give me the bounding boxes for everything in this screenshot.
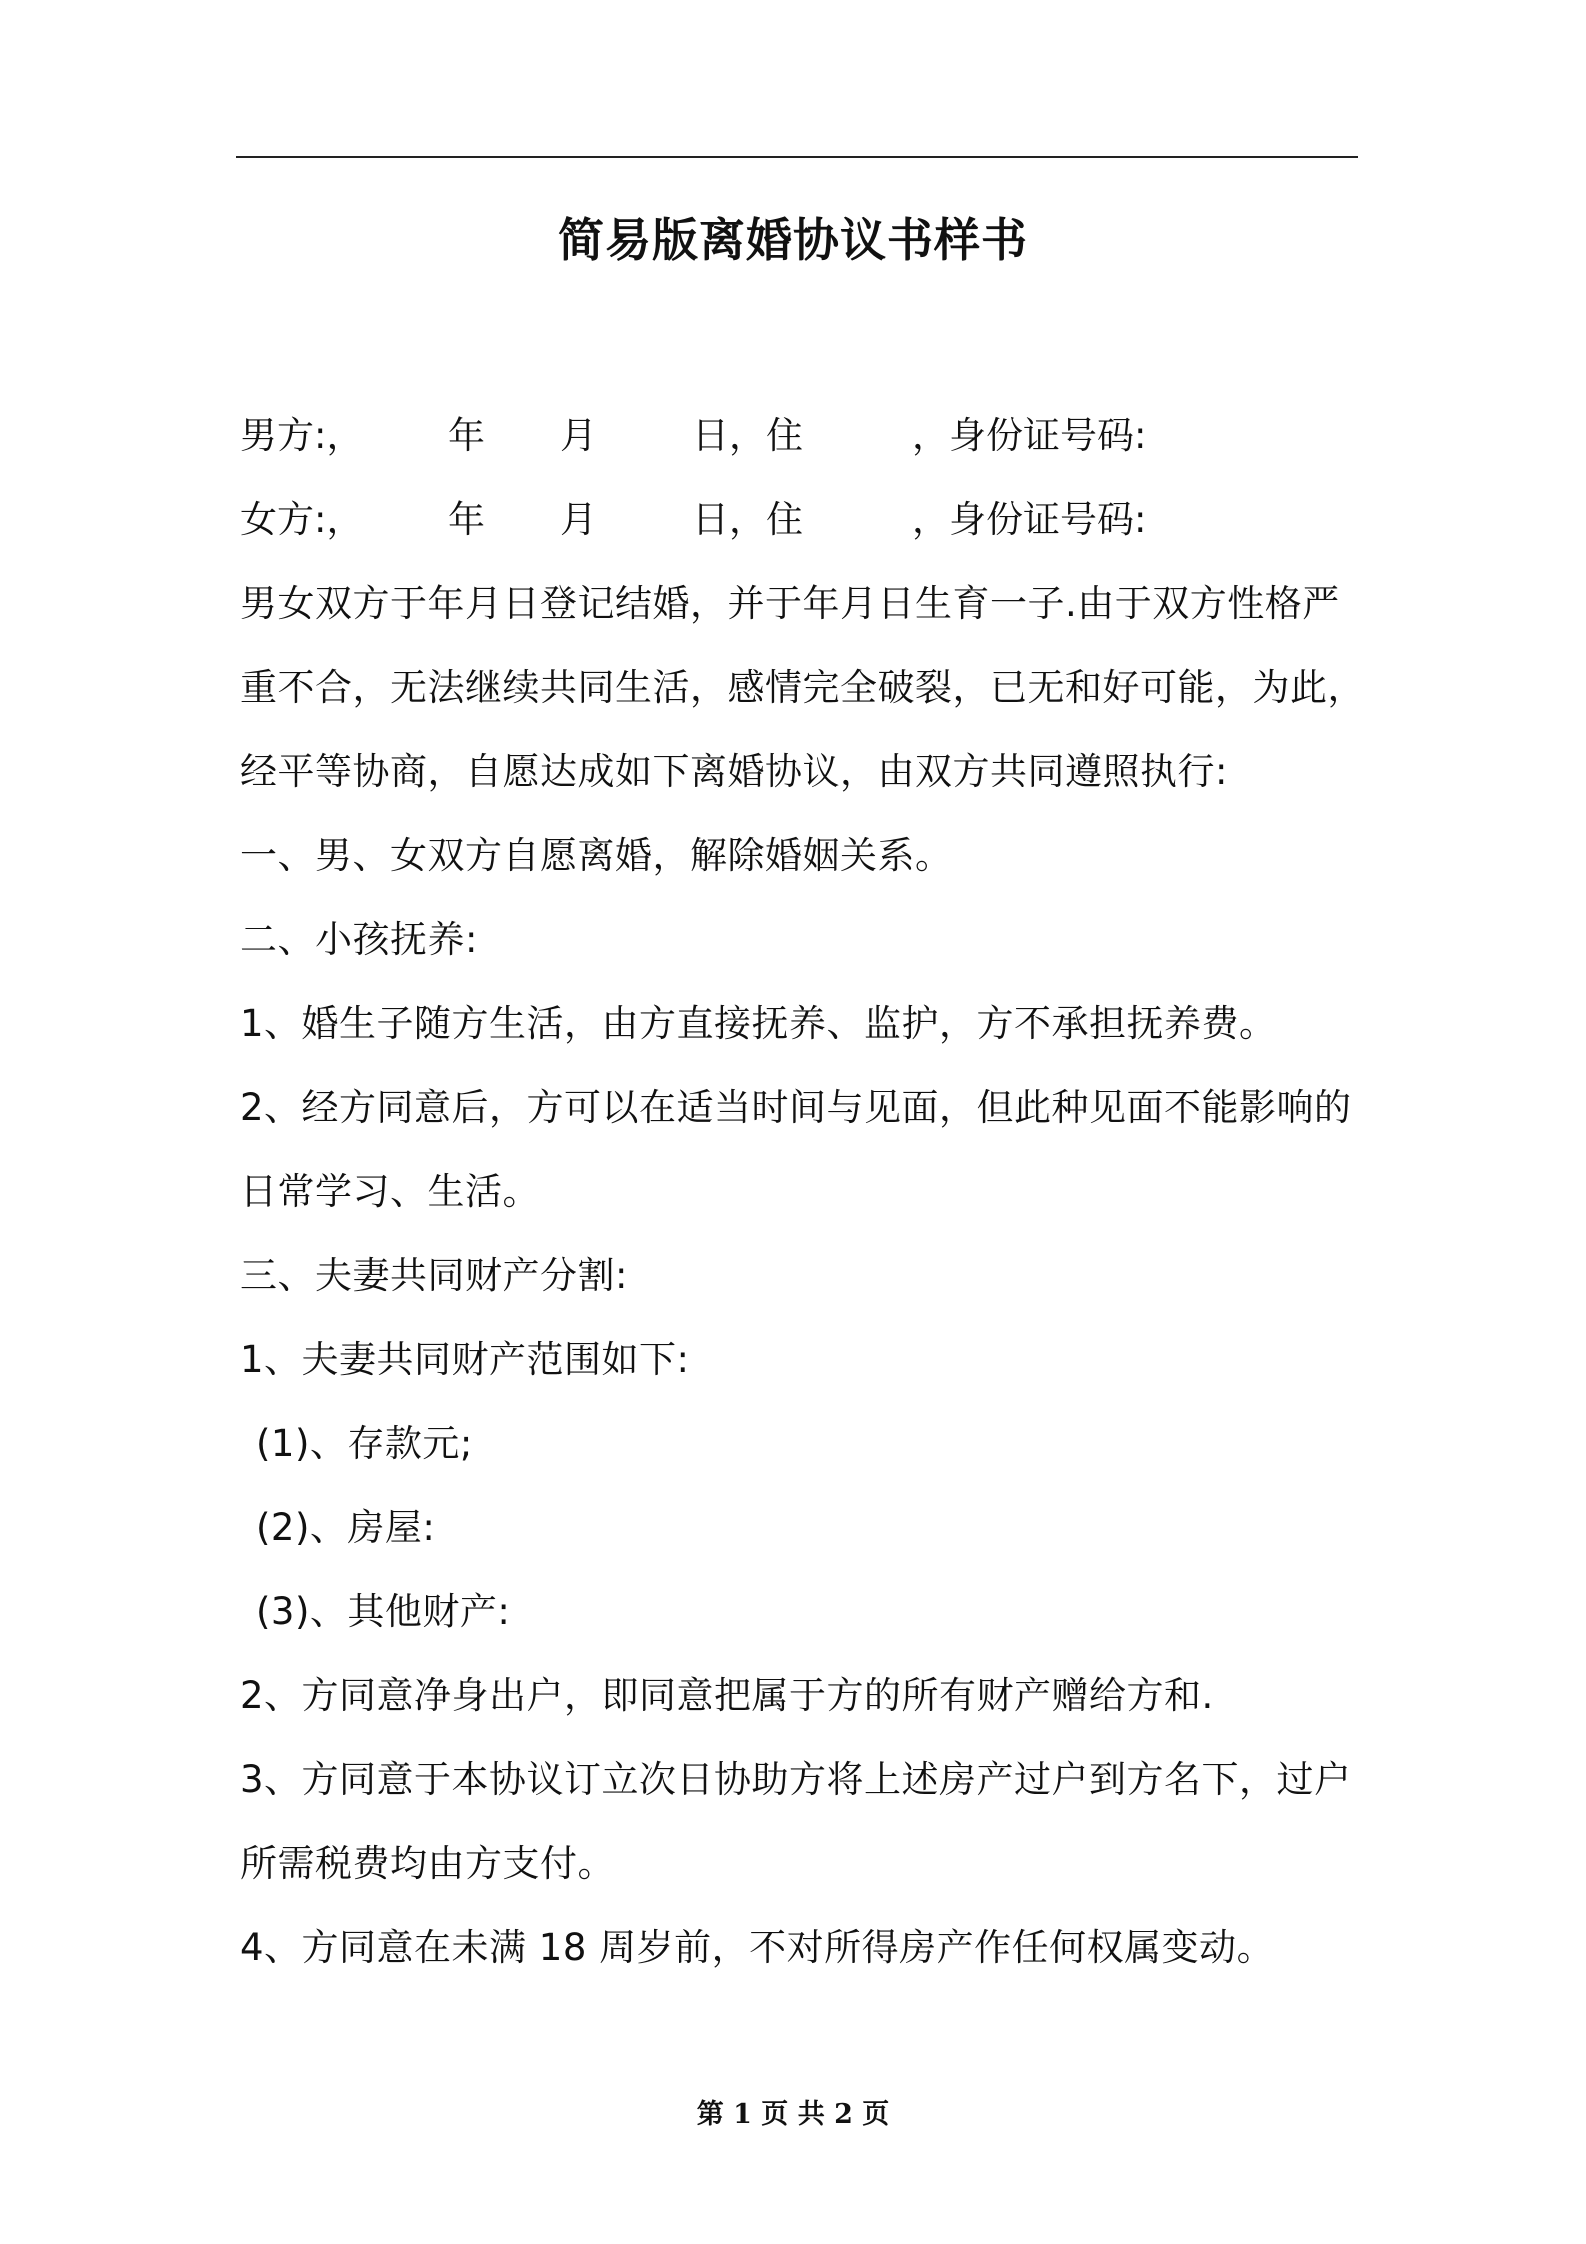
document-title: 简易版离婚协议书样书 bbox=[558, 213, 1028, 267]
party-line-female bbox=[240, 490, 1370, 550]
party-id-label: ，身份证号码: bbox=[912, 498, 1147, 541]
party-month-label: 月 bbox=[560, 498, 597, 541]
party-day-residence-label: 日，住 bbox=[692, 414, 803, 457]
body-line: 重不合，无法继续共同生活，感情完全破裂，已无和好可能，为此， bbox=[240, 666, 1365, 709]
clause-item: 1、婚生子随方生活，由方直接抚养、监护，方不承担抚养费。 bbox=[240, 1002, 1277, 1045]
party-label: 男方:， bbox=[240, 414, 364, 457]
section-heading: 一、男、女双方自愿离婚，解除婚姻关系。 bbox=[240, 834, 953, 877]
party-line-male bbox=[240, 406, 1370, 466]
sub-item: (3)、其他财产: bbox=[256, 1590, 511, 1633]
party-id-label: ，身份证号码: bbox=[912, 414, 1147, 457]
clause-item: 2、方同意净身出户，即同意把属于方的所有财产赠给方和. bbox=[240, 1674, 1214, 1717]
section-heading: 二、小孩抚养: bbox=[240, 918, 478, 961]
clause-item: 1、夫妻共同财产范围如下: bbox=[240, 1338, 690, 1381]
party-year-label: 年 bbox=[448, 498, 485, 541]
party-year-label: 年 bbox=[448, 414, 485, 457]
clause-item-continuation: 日常学习、生活。 bbox=[240, 1170, 540, 1213]
body-line: 经平等协商，自愿达成如下离婚协议，由双方共同遵照执行: bbox=[240, 750, 1228, 793]
party-month-label: 月 bbox=[560, 414, 597, 457]
sub-item: (1)、存款元; bbox=[256, 1422, 473, 1465]
body-line: 男女双方于年月日登记结婚，并于年月日生育一子.由于双方性格严 bbox=[240, 582, 1340, 625]
party-label: 女方:， bbox=[240, 498, 364, 541]
clause-item-continuation: 所需税费均由方支付。 bbox=[240, 1842, 615, 1885]
clause-item: 4、方同意在未满 18 周岁前，不对所得房产作任何权属变动。 bbox=[240, 1926, 1275, 1969]
sub-item: (2)、房屋: bbox=[256, 1506, 436, 1549]
clause-item: 2、经方同意后，方可以在适当时间与见面，但此种见面不能影响的 bbox=[240, 1086, 1352, 1129]
party-day-residence-label: 日，住 bbox=[692, 498, 803, 541]
page-number-footer: 第 1 页 共 2 页 bbox=[696, 2099, 890, 2130]
clause-item: 3、方同意于本协议订立次日协助方将上述房产过户到方名下，过户 bbox=[240, 1758, 1352, 1801]
section-heading: 三、夫妻共同财产分割: bbox=[240, 1254, 628, 1297]
header-rule bbox=[236, 156, 1358, 158]
